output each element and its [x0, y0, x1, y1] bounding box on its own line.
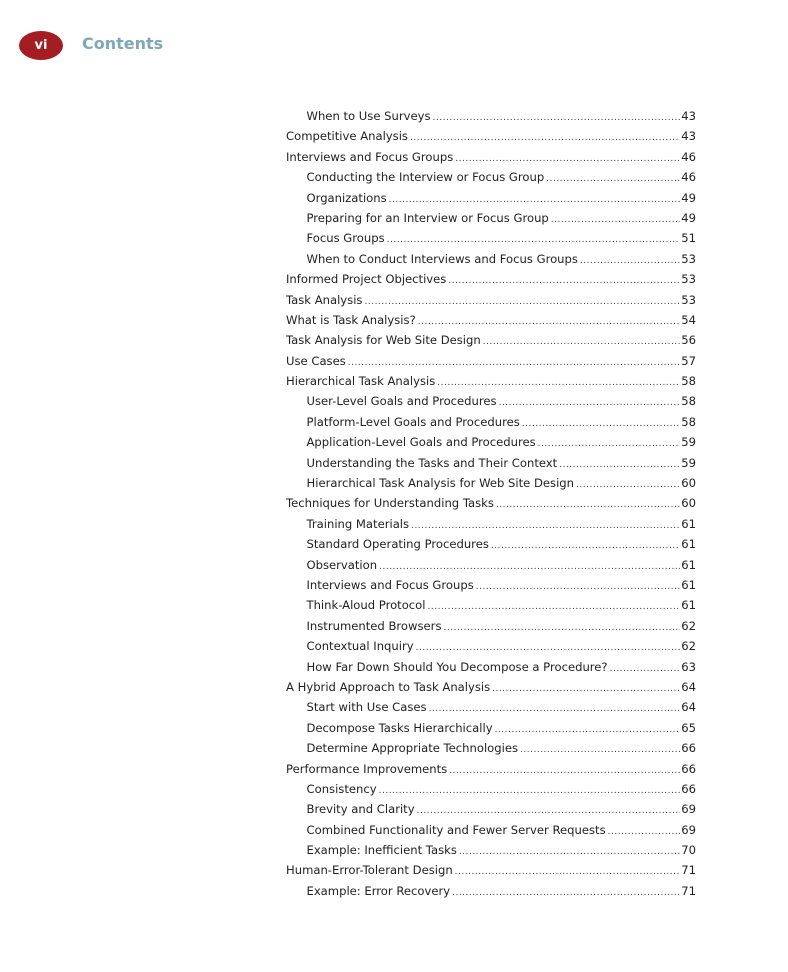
dot-leader	[428, 597, 681, 617]
toc-entry[interactable]	[286, 860, 696, 880]
toc-entry-page-number: 61	[681, 537, 696, 552]
dot-leader	[551, 210, 680, 230]
toc-entry[interactable]	[286, 677, 696, 697]
toc-entry-page-number: 71	[681, 863, 696, 878]
toc-entry[interactable]	[286, 310, 696, 330]
toc-entry-title: When to Conduct Interviews and Focus Groups	[307, 249, 580, 269]
toc-entry[interactable]	[286, 351, 696, 371]
toc-entry-page-number: 58	[681, 374, 696, 389]
toc-entry-page-number: 69	[681, 802, 696, 817]
toc-entry-title: Training Materials	[307, 514, 412, 534]
dot-leader	[449, 761, 680, 781]
dot-leader	[559, 455, 680, 475]
table-of-contents	[286, 106, 696, 901]
toc-entry-page-number: 61	[681, 516, 696, 531]
toc-entry-title: Example: Error Recovery	[307, 881, 453, 901]
toc-entry-title: Techniques for Understanding Tasks	[286, 493, 496, 513]
toc-entry-page-number: 56	[681, 333, 696, 348]
toc-entry-page-number: 71	[681, 883, 696, 898]
toc-entry-title: Focus Groups	[307, 228, 387, 248]
dot-leader	[379, 781, 681, 801]
dot-leader	[495, 720, 681, 740]
toc-entry-title: What is Task Analysis?	[286, 310, 418, 330]
toc-entry[interactable]	[286, 616, 696, 636]
toc-entry[interactable]	[286, 453, 696, 473]
toc-entry-title: Start with Use Cases	[307, 697, 429, 717]
toc-entry[interactable]	[286, 718, 696, 738]
dot-leader	[483, 332, 681, 352]
toc-entry-page-number: 43	[681, 129, 696, 144]
toc-entry[interactable]	[286, 738, 696, 758]
toc-entry-page-number: 61	[681, 557, 696, 572]
dot-leader	[522, 414, 680, 434]
toc-entry-title: Instrumented Browsers	[307, 616, 444, 636]
toc-entry[interactable]	[286, 473, 696, 493]
toc-entry-page-number: 65	[681, 720, 696, 735]
toc-entry-page-number: 69	[681, 822, 696, 837]
dot-leader	[610, 659, 681, 679]
toc-entry[interactable]	[286, 412, 696, 432]
toc-entry-title: Performance Improvements	[286, 759, 449, 779]
toc-entry-page-number: 64	[681, 700, 696, 715]
toc-entry-title: Understanding the Tasks and Their Context	[307, 453, 560, 473]
dot-leader	[608, 822, 681, 842]
toc-entry[interactable]	[286, 555, 696, 575]
dot-leader	[452, 883, 680, 903]
toc-entry-page-number: 57	[681, 353, 696, 368]
toc-entry[interactable]	[286, 759, 696, 779]
toc-entry-page-number: 66	[681, 741, 696, 756]
toc-entry-page-number: 58	[681, 414, 696, 429]
dot-leader	[492, 679, 680, 699]
toc-entry-title: Think-Aloud Protocol	[307, 595, 428, 615]
dot-leader	[437, 373, 680, 393]
toc-entry[interactable]	[286, 391, 696, 411]
toc-entry-title: Observation	[307, 555, 380, 575]
toc-entry-title: Human-Error-Tolerant Design	[286, 860, 455, 880]
toc-entry-title: Application-Level Goals and Procedures	[307, 432, 538, 452]
dot-leader	[546, 169, 680, 189]
toc-entry[interactable]	[286, 290, 696, 310]
toc-entry-page-number: 66	[681, 761, 696, 776]
section-title: Contents	[82, 34, 164, 53]
toc-entry-title: Preparing for an Interview or Focus Group	[307, 208, 551, 228]
dot-leader	[455, 149, 680, 169]
toc-entry[interactable]	[286, 330, 696, 350]
toc-entry-page-number: 59	[681, 435, 696, 450]
dot-leader	[418, 312, 681, 332]
toc-entry[interactable]	[286, 228, 696, 248]
dot-leader	[389, 190, 681, 210]
toc-entry-title: Interviews and Focus Groups	[286, 147, 455, 167]
dot-leader	[580, 251, 680, 271]
dot-leader	[429, 699, 681, 719]
toc-entry-title: Brevity and Clarity	[307, 799, 417, 819]
toc-entry-title: Combined Functionality and Fewer Server Requests	[307, 820, 608, 840]
toc-entry[interactable]	[286, 697, 696, 717]
dot-leader	[416, 638, 681, 658]
toc-entry[interactable]	[286, 493, 696, 513]
toc-entry-page-number: 53	[681, 251, 696, 266]
toc-entry-page-number: 62	[681, 639, 696, 654]
toc-entry-title: Competitive Analysis	[286, 126, 410, 146]
toc-entry-page-number: 49	[681, 210, 696, 225]
dot-leader	[444, 618, 681, 638]
toc-entry-title: How Far Down Should You Decompose a Procedure?	[307, 657, 610, 677]
toc-entry[interactable]	[286, 595, 696, 615]
dot-leader	[410, 128, 680, 148]
toc-entry-page-number: 58	[681, 394, 696, 409]
toc-entry-title: Task Analysis	[286, 290, 364, 310]
toc-entry[interactable]	[286, 147, 696, 167]
toc-entry[interactable]	[286, 840, 696, 860]
dot-leader	[576, 475, 680, 495]
toc-entry-page-number: 43	[681, 109, 696, 123]
toc-entry-title: A Hybrid Approach to Task Analysis	[286, 677, 492, 697]
dot-leader	[348, 353, 680, 373]
toc-entry-page-number: 63	[681, 659, 696, 674]
dot-leader	[417, 801, 681, 821]
toc-entry-title: Hierarchical Task Analysis	[286, 371, 437, 391]
toc-entry-title: Contextual Inquiry	[307, 636, 416, 656]
dot-leader	[476, 577, 680, 597]
toc-entry[interactable]	[286, 799, 696, 819]
toc-entry-page-number: 53	[681, 272, 696, 287]
toc-entry-title: Platform-Level Goals and Procedures	[307, 412, 522, 432]
toc-entry[interactable]	[286, 820, 696, 840]
toc-entry[interactable]	[286, 269, 696, 289]
toc-entry-page-number: 60	[681, 476, 696, 491]
toc-entry[interactable]	[286, 126, 696, 146]
toc-entry-page-number: 64	[681, 679, 696, 694]
toc-entry[interactable]	[286, 514, 696, 534]
toc-entry-title: Informed Project Objectives	[286, 269, 448, 289]
dot-leader	[411, 516, 680, 536]
toc-entry-page-number: 53	[681, 292, 696, 307]
toc-entry-title: Organizations	[307, 188, 389, 208]
toc-entry[interactable]	[286, 249, 696, 269]
toc-entry-title: Example: Inefficient Tasks	[307, 840, 459, 860]
dot-leader	[538, 434, 681, 454]
toc-entry[interactable]	[286, 371, 696, 391]
toc-entry[interactable]	[286, 534, 696, 554]
toc-entry[interactable]	[286, 188, 696, 208]
dot-leader	[379, 557, 680, 577]
dot-leader	[455, 862, 681, 882]
toc-entry-page-number: 61	[681, 598, 696, 613]
toc-entry[interactable]	[286, 881, 696, 901]
toc-entry-title: Decompose Tasks Hierarchically	[307, 718, 495, 738]
toc-entry-page-number: 51	[681, 231, 696, 246]
toc-entry-title: Hierarchical Task Analysis for Web Site Design	[307, 473, 577, 493]
toc-entry-title: Standard Operating Procedures	[307, 534, 491, 554]
toc-entry-title: Interviews and Focus Groups	[307, 575, 476, 595]
toc-entry-title: User-Level Goals and Procedures	[307, 391, 499, 411]
toc-entry-page-number: 61	[681, 577, 696, 592]
toc-entry-page-number: 70	[681, 843, 696, 858]
toc-entry-page-number: 59	[681, 455, 696, 470]
toc-entry[interactable]	[286, 575, 696, 595]
page-number-badge: vi	[19, 31, 63, 60]
toc-entry[interactable]	[286, 208, 696, 228]
toc-entry-title: Consistency	[307, 779, 379, 799]
toc-entry[interactable]	[286, 106, 696, 126]
dot-leader	[520, 740, 680, 760]
toc-entry[interactable]	[286, 432, 696, 452]
toc-entry-page-number: 49	[681, 190, 696, 205]
dot-leader	[364, 292, 680, 312]
dot-leader	[387, 230, 681, 250]
dot-leader	[491, 536, 680, 556]
toc-entry-page-number: 66	[681, 781, 696, 796]
toc-entry[interactable]	[286, 657, 696, 677]
toc-entry-page-number: 46	[681, 170, 696, 185]
page-header	[0, 0, 788, 80]
dot-leader	[459, 842, 680, 862]
toc-entry-title: When to Use Surveys	[307, 106, 433, 126]
toc-entry-title: Determine Appropriate Technologies	[307, 738, 521, 758]
dot-leader	[448, 271, 680, 291]
toc-entry-title: Conducting the Interview or Focus Group	[307, 167, 547, 187]
toc-entry[interactable]	[286, 779, 696, 799]
toc-entry[interactable]	[286, 167, 696, 187]
toc-entry-page-number: 62	[681, 618, 696, 633]
dot-leader	[499, 393, 681, 413]
toc-entry-title: Task Analysis for Web Site Design	[286, 330, 483, 350]
dot-leader	[496, 495, 680, 515]
toc-entry-title: Use Cases	[286, 351, 348, 371]
dot-leader	[433, 108, 681, 128]
toc-entry-page-number: 54	[681, 312, 696, 327]
toc-entry-page-number: 60	[681, 496, 696, 511]
toc-entry[interactable]	[286, 636, 696, 656]
toc-entry-page-number: 46	[681, 149, 696, 164]
